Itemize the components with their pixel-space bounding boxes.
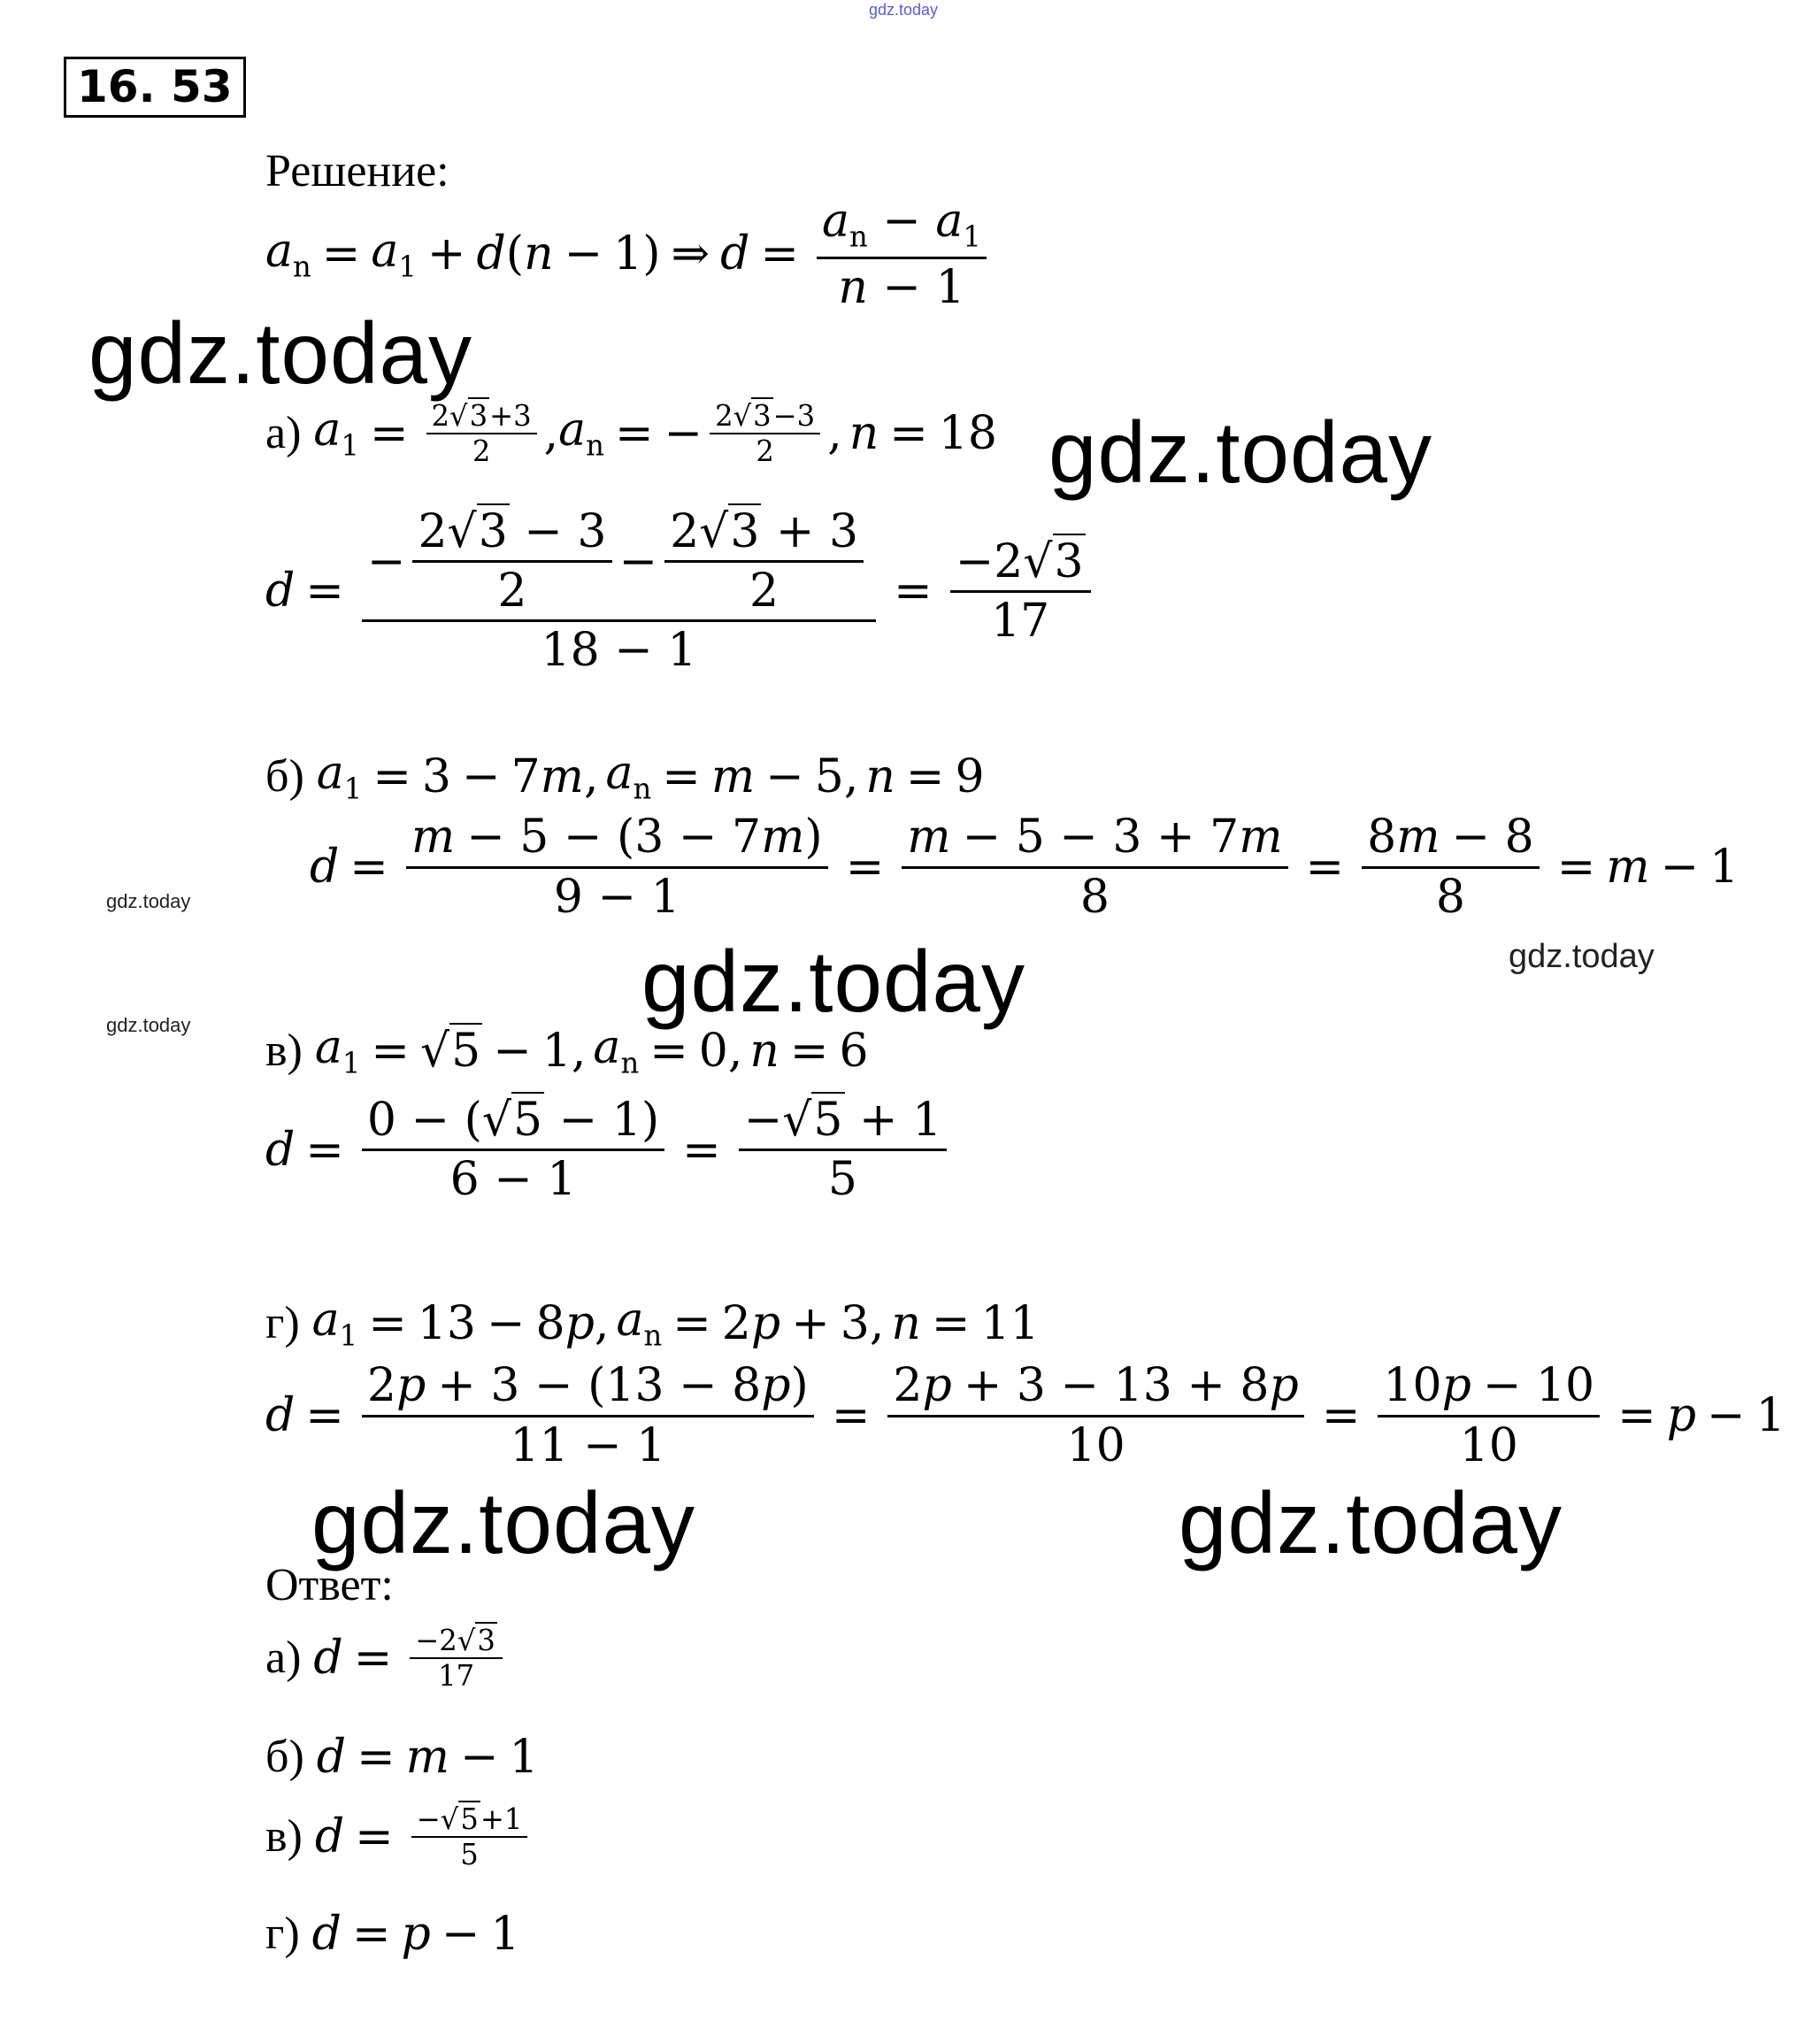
watermark-top: gdz.today	[869, 1, 939, 19]
part-v-calc: d = $\frac{0 - (√5 - 1)}{6 - 1}$ = $\frac{-√5 + 1}{5}$	[265, 1097, 954, 1202]
general-formula: $a_n$ = $a_1$ + d ( n − 1) ⇒ d = $\frac{a_n - a_1}{n - 1}$	[265, 198, 994, 311]
answer-heading: Ответ:	[265, 1560, 394, 1610]
part-b-calc: d = $\frac{m - 5 - (3 - 7m)}{9 - 1}$ = $\frac{m - 5 - 3 + 7m}{8}$ = $\frac{8m - 8}{8}$ = m − 1	[310, 811, 1739, 924]
watermark: gdz.today	[641, 933, 1025, 1030]
solution-heading: Решение:	[265, 146, 449, 196]
problem-number: 16. 53	[64, 57, 246, 118]
part-b-label: б)	[265, 750, 304, 802]
part-g-label: г)	[265, 1297, 300, 1348]
answer-b: б) d = m − 1	[265, 1731, 539, 1784]
part-v-given: в) $a_1$ = √5 − 1, $a_n$ = 0, n = 6	[265, 1021, 869, 1080]
watermark: gdz.today	[311, 1474, 695, 1571]
part-g-given: г) $a_1$ = 13 − 8 p , $a_n$ = 2 p + 3, n = 11	[265, 1294, 1040, 1353]
answer-g: г) d = p − 1	[265, 1908, 520, 1961]
answer-v-label: в)	[265, 1811, 303, 1863]
watermark: gdz.today	[106, 1014, 191, 1036]
part-a-calc: d = − $\frac{2√3 - 3}{2}$ − $\frac{2√3 + 3}{2}$ 18 − 1 = $\frac{-2√3}{17}$	[265, 509, 1098, 673]
part-b-given: б) $a_1$ = 3 − 7 m , $a_n$ = m − 5, n = 9	[265, 747, 985, 806]
watermark: gdz.today	[1509, 938, 1655, 975]
watermark: gdz.today	[106, 890, 191, 912]
part-g-calc: d = $\frac{2p + 3 - (13 - 8p)}{11 - 1}$ = $\frac{2p + 3 - 13 + 8p}{10}$ = $\frac{10p - 10}{10}$ = p − 1	[265, 1359, 1785, 1472]
part-v-label: в)	[265, 1025, 303, 1076]
answer-a-label: а)	[265, 1633, 302, 1684]
watermark: gdz.today	[88, 304, 472, 402]
answer-v: в) d = $\frac{-√5+1}{5}$	[265, 1805, 534, 1869]
watermark: gdz.today	[1048, 403, 1432, 501]
answer-a: а) d = $\frac{-2√3}{17}$	[265, 1626, 510, 1690]
watermark: gdz.today	[1179, 1474, 1563, 1571]
answer-b-label: б)	[265, 1732, 304, 1782]
part-a-label: а)	[265, 408, 302, 459]
part-a-given: а) $a_1$ = $\frac{2√3+3}{2}$ , $a_n$ = − $\frac{2√3-3}{2}$ , n = 18	[265, 399, 997, 469]
answer-g-label: г)	[265, 1909, 300, 1959]
